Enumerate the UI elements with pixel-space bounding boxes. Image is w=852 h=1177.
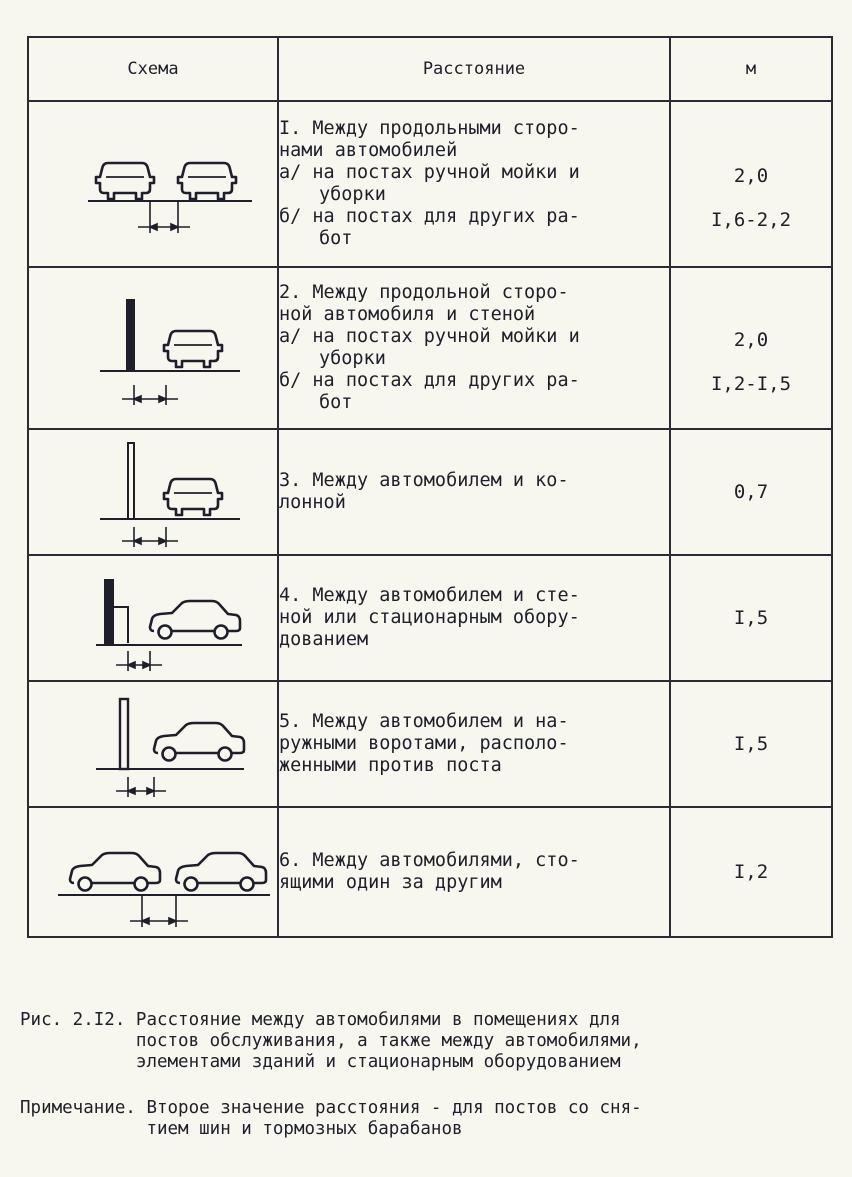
header-distance: Расстояние bbox=[278, 37, 670, 101]
table-row bbox=[28, 681, 832, 807]
distance-value-cell bbox=[670, 267, 832, 429]
table-row bbox=[28, 429, 832, 555]
table-row bbox=[28, 807, 832, 937]
distance-table bbox=[27, 36, 833, 938]
distance-value: I,2 bbox=[733, 861, 769, 883]
note-label: Примечание. bbox=[20, 1098, 136, 1118]
two-cars-side-by-side-front-view-icon bbox=[30, 103, 276, 265]
description-line: женными против поста bbox=[279, 755, 502, 776]
description-line: 4. Между автомобилем и сте- bbox=[279, 585, 580, 606]
scheme-cell bbox=[28, 429, 278, 555]
description-subitem-line: бот bbox=[319, 392, 353, 413]
description-line: ной или стационарным обору- bbox=[279, 607, 580, 628]
scheme-cell bbox=[28, 681, 278, 807]
distance-value: I,5 bbox=[733, 607, 769, 629]
wall-and-car-front-view-icon bbox=[30, 269, 276, 427]
scheme-cell bbox=[28, 101, 278, 267]
description-line: 2. Между продольной сторо- bbox=[279, 282, 569, 303]
distance-value: 2,0 bbox=[733, 165, 769, 187]
description-line: дованием bbox=[279, 629, 369, 650]
distance-value-cell bbox=[670, 555, 832, 681]
description-line: ной автомобиля и стеной bbox=[279, 304, 536, 325]
table-row bbox=[28, 555, 832, 681]
description-line: нами автомобилей bbox=[279, 140, 458, 161]
distance-description bbox=[278, 681, 670, 807]
gate-and-car-side-view-icon bbox=[30, 683, 276, 805]
description-line: 3. Между автомобилем и ко- bbox=[279, 470, 569, 491]
table-row bbox=[28, 101, 832, 267]
distance-value-cell bbox=[670, 807, 832, 937]
description-subitem-line: а/ на постах ручной мойки и bbox=[279, 326, 580, 347]
distance-description bbox=[278, 101, 670, 267]
table-header-row bbox=[28, 37, 832, 101]
description-line: ружными воротами, располо- bbox=[279, 733, 569, 754]
note bbox=[20, 1098, 820, 1140]
description-subitem-line: б/ на постах для других ра- bbox=[279, 206, 580, 227]
description-line: I. Между продольными сторо- bbox=[279, 118, 580, 139]
caption-line: постов обслуживания, а также между автомобилями, bbox=[135, 1031, 642, 1051]
distance-value: 0,7 bbox=[733, 481, 769, 503]
distance-description bbox=[278, 267, 670, 429]
distance-description bbox=[278, 429, 670, 555]
description-line: 6. Между автомобилями, сто- bbox=[279, 850, 580, 871]
distance-description bbox=[278, 555, 670, 681]
distance-value-cell bbox=[670, 429, 832, 555]
note-line: Второе значение расстояния - для постов со сня- bbox=[146, 1098, 642, 1118]
description-subitem-line: уборки bbox=[319, 184, 386, 205]
distance-value: 2,0 bbox=[733, 329, 769, 351]
scheme-cell bbox=[28, 555, 278, 681]
distance-value-cell bbox=[670, 101, 832, 267]
description-line: 5. Между автомобилем и на- bbox=[279, 711, 569, 732]
caption-label: Рис. 2.I2. bbox=[20, 1010, 126, 1030]
description-subitem-line: а/ на постах ручной мойки и bbox=[279, 162, 580, 183]
distance-value: I,6-2,2 bbox=[710, 209, 792, 231]
wall-equipment-and-car-side-view-icon bbox=[30, 557, 276, 679]
figure-caption bbox=[20, 1010, 820, 1073]
description-subitem-line: бот bbox=[319, 228, 353, 249]
description-subitem-line: б/ на постах для других ра- bbox=[279, 370, 580, 391]
scheme-cell bbox=[28, 807, 278, 937]
table-row bbox=[28, 267, 832, 429]
description-subitem-line: уборки bbox=[319, 348, 386, 369]
description-line: лонной bbox=[279, 492, 346, 513]
description-line: ящими один за другим bbox=[279, 872, 502, 893]
distance-value: I,5 bbox=[733, 733, 769, 755]
scheme-cell bbox=[28, 267, 278, 429]
distance-description bbox=[278, 807, 670, 937]
distance-value-cell bbox=[670, 681, 832, 807]
two-cars-in-line-side-view-icon bbox=[30, 809, 276, 935]
header-scheme: Схема bbox=[28, 37, 278, 101]
distance-value: I,2-I,5 bbox=[710, 373, 792, 395]
caption-line: Расстояние между автомобилями в помещениях для bbox=[135, 1010, 621, 1030]
note-line: тием шин и тормозных барабанов bbox=[146, 1119, 463, 1139]
column-and-car-front-view-icon bbox=[30, 431, 276, 553]
caption-line: элементами зданий и стационарным оборудованием bbox=[135, 1052, 621, 1072]
header-unit: м bbox=[670, 37, 832, 101]
